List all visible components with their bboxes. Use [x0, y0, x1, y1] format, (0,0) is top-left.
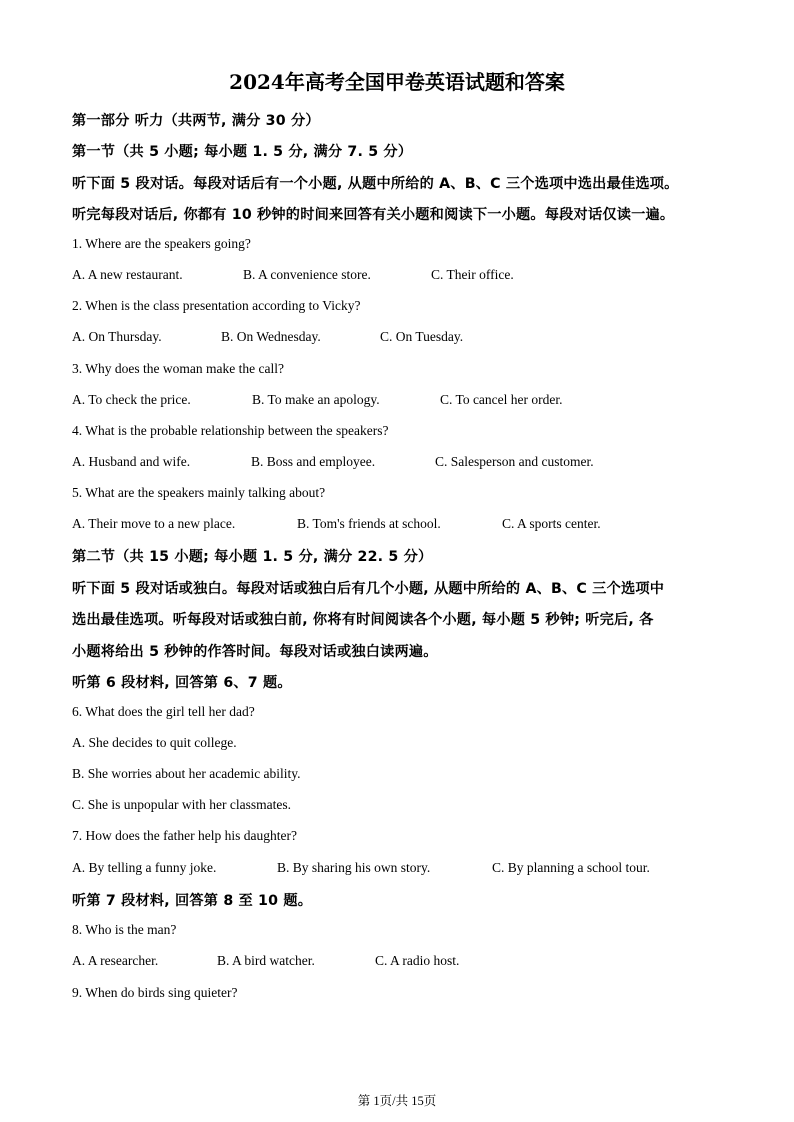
- question-9: 9. When do birds sing quieter?: [72, 985, 238, 1000]
- question-5-option-b: B. Tom's friends at school.: [297, 516, 441, 531]
- question-2-option-a: A. On Thursday.: [72, 329, 162, 344]
- section1-heading: 第一节（共 5 小题; 每小题 1. 5 分, 满分 7. 5 分）: [72, 144, 413, 160]
- question-7-option-b: B. By sharing his own story.: [277, 860, 431, 875]
- question-7-option-c: C. By planning a school tour.: [492, 860, 650, 875]
- page-footer: 第 1页/共 15页: [357, 1094, 437, 1108]
- question-4: 4. What is the probable relationship between the speakers?: [72, 423, 389, 438]
- question-3-option-b: B. To make an apology.: [252, 392, 380, 407]
- question-3-option-c: C. To cancel her order.: [440, 392, 563, 407]
- material-7-heading: 听第 7 段材料, 回答第 8 至 10 题。: [72, 893, 313, 909]
- question-2-option-c: C. On Tuesday.: [380, 329, 464, 344]
- question-5-option-c: C. A sports center.: [502, 516, 601, 531]
- section1-instruction-1: 听下面 5 段对话。每段对话后有一个小题, 从题中所给的 A、B、C 三个选项中选出最佳选项。: [72, 176, 679, 192]
- question-6: 6. What does the girl tell her dad?: [72, 704, 255, 719]
- question-8-option-c: C. A radio host.: [375, 953, 460, 968]
- section2-heading: 第二节（共 15 小题; 每小题 1. 5 分, 满分 22. 5 分）: [72, 549, 433, 565]
- question-5-option-a: A. Their move to a new place.: [72, 516, 236, 531]
- material-6-heading: 听第 6 段材料, 回答第 6、7 题。: [72, 675, 292, 691]
- question-3: 3. Why does the woman make the call?: [72, 361, 284, 376]
- question-2: 2. When is the class presentation according to Vicky?: [72, 298, 361, 313]
- section1-instruction-2: 听完每段对话后, 你都有 10 秒钟的时间来回答有关小题和阅读下一小题。每段对话仅读一遍。: [72, 207, 675, 223]
- question-6-option-b: B. She worries about her academic ability.: [72, 766, 301, 781]
- question-6-option-a: A. She decides to quit college.: [72, 735, 237, 750]
- question-4-option-a: A. Husband and wife.: [72, 454, 191, 469]
- question-8: 8. Who is the man?: [72, 922, 177, 937]
- question-7-option-a: A. By telling a funny joke.: [72, 860, 217, 875]
- question-4-option-b: B. Boss and employee.: [251, 454, 376, 469]
- question-8-option-b: B. A bird watcher.: [217, 953, 315, 968]
- question-1-option-a: A. A new restaurant.: [72, 267, 183, 282]
- part1-heading: 第一部分 听力（共两节, 满分 30 分）: [72, 113, 320, 129]
- section2-instruction-2: 选出最佳选项。听每段对话或独白前, 你将有时间阅读各个小题, 每小题 5 秒钟; 听完后, 各: [72, 612, 654, 628]
- question-3-option-a: A. To check the price.: [72, 392, 191, 407]
- section2-instruction-1: 听下面 5 段对话或独白。每段对话或独白后有几个小题, 从题中所给的 A、B、C 三个选项中: [72, 581, 665, 597]
- section2-instruction-3: 小题将给出 5 秒钟的作答时间。每段对话或独白读两遍。: [72, 644, 438, 660]
- question-1-option-b: B. A convenience store.: [243, 267, 371, 282]
- question-7: 7. How does the father help his daughter?: [72, 828, 297, 843]
- question-1-option-c: C. Their office.: [431, 267, 514, 282]
- question-2-option-b: B. On Wednesday.: [221, 329, 321, 344]
- question-6-option-c: C. She is unpopular with her classmates.: [72, 797, 291, 812]
- question-8-option-a: A. A researcher.: [72, 953, 159, 968]
- question-1: 1. Where are the speakers going?: [72, 236, 251, 251]
- question-4-option-c: C. Salesperson and customer.: [435, 454, 594, 469]
- page-title: 2024年高考全国甲卷英语试题和答案: [229, 70, 565, 94]
- question-5: 5. What are the speakers mainly talking about?: [72, 485, 326, 500]
